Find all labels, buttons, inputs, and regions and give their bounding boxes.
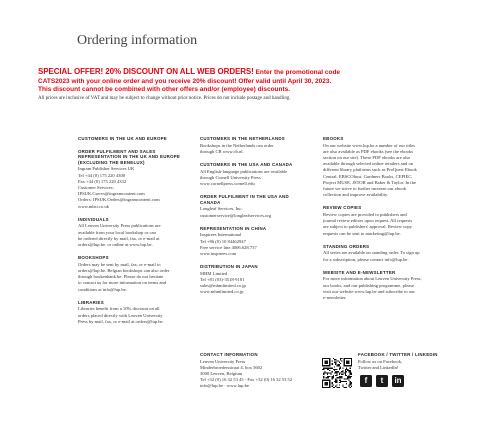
info-line: Leuven University Press <box>200 358 246 364</box>
section-heading: ORDER FULFILMENT IN THE USA AND CANADA <box>200 194 289 205</box>
info-line: Twitter and LinkedIn! <box>358 364 399 370</box>
info-line: conditions at info@lup.be. <box>78 286 127 292</box>
info-line: IPSUK.Cservs@ingramcontent.com <box>78 191 145 197</box>
info-line: info@lup.be · www.lup.be <box>200 383 249 389</box>
section-heading: CUSTOMERS IN THE UK AND EUROPE <box>78 136 167 141</box>
info-line: through Cornell University Press <box>200 174 261 180</box>
info-line: Press by mail, fax, or e-mail at orders@lup.be. <box>78 318 164 324</box>
info-line: requests can be sent to marketing@lup.be. <box>323 230 401 236</box>
info-line: Orders may be sent by mail, fax, or e-mail to <box>78 261 161 267</box>
section-heading: DISTRIBUTION IN JAPAN <box>200 264 258 270</box>
info-block <box>323 205 435 236</box>
info-line: to contact us for more information on terms and <box>78 280 167 286</box>
section-heading: REVIEW COPIES <box>323 205 362 211</box>
info-line: Free service line 4006.628.737 <box>200 244 257 250</box>
offer-line3: This discount cannot be combined with other offers and/or (employee) discounts. <box>38 86 291 94</box>
info-line: through bookenbank.be. Please do not hesitate <box>78 274 164 280</box>
page-title: Ordering information <box>77 33 198 48</box>
info-line: Fax +44 (0) 175 220 4332 <box>78 178 127 184</box>
info-block <box>78 300 186 325</box>
info-line: Inspirees International <box>200 232 242 238</box>
info-block <box>323 136 435 198</box>
twitter-icon[interactable]: t <box>376 375 388 387</box>
info-line: 3000 Leuven, Belgium <box>200 371 243 376</box>
section-heading: LIBRARIES <box>78 299 104 305</box>
info-line: www.cornellpress.cornell.edu <box>200 181 255 186</box>
info-line: section on our site). These PDF ebooks are also <box>323 155 411 160</box>
column-uk-europe <box>78 136 186 332</box>
info-line: e-newsletter. <box>323 295 347 301</box>
info-line: Ingram Publisher Services UK <box>78 166 135 172</box>
section-heading: CUSTOMERS IN THE NETHERLANDS <box>200 136 285 141</box>
info-line: Tel +86 (0) 10 84462947 <box>200 238 246 244</box>
info-block <box>200 264 308 295</box>
info-line: for a subscription, please contact info@lup.be. <box>323 256 409 262</box>
info-block <box>78 136 186 142</box>
info-line: our books, and our publishing programme, please <box>323 282 415 288</box>
info-line: journal review editors upon request. All requests <box>323 218 413 224</box>
info-line: www.inspirees.com <box>200 251 237 256</box>
info-line: Customer Services: <box>78 184 114 190</box>
section-heading: WEBSITE AND E-NEWSLETTER <box>323 269 396 275</box>
info-line: are subject to publishers' approval. Review copy <box>323 224 412 230</box>
info-line: Project MUSE, JSTOR and Baker & Taylor. In the <box>323 179 416 185</box>
section-heading: STANDING ORDERS <box>323 243 370 249</box>
section-heading: BOOKSHOPS <box>78 255 109 261</box>
info-line: visit our website www.lup.be and subscribe to our <box>323 288 415 294</box>
info-line: orders@lup.be. Belgian bookshops can also order <box>78 268 170 273</box>
info-line: sales@mhmlimited.co.jp <box>200 283 246 289</box>
info-line: Bookshops in the Netherlands can order <box>200 142 274 148</box>
info-line: For more information about Leuven University Press, <box>323 276 422 282</box>
info-line: different library platforms such as ProQuest Ebook <box>323 167 417 173</box>
social-heading: FACEBOOK / TWITTER / LINKEDIN <box>358 352 438 357</box>
info-block <box>200 136 308 155</box>
special-offer <box>38 68 448 95</box>
info-line: www.mbsi.co.uk <box>78 203 109 209</box>
info-block <box>78 255 186 293</box>
info-line: www.mhmlimited.co.jp <box>200 289 244 295</box>
info-block <box>78 217 186 248</box>
info-line: Review copies are provided to publishers and <box>323 212 407 218</box>
info-line: available from your local bookshop or can <box>78 229 156 235</box>
info-line: Minderbroedersstraat 4, box 5602 <box>200 364 263 370</box>
info-line: Central, EBSCOhost, Gardners Books, CEPIEC, <box>323 173 413 179</box>
section-heading: REPRESENTATION IN CHINA <box>200 225 267 231</box>
info-line: are also available as PDF ebooks (see the ebooks <box>323 148 414 154</box>
column-ebooks <box>323 136 435 308</box>
section-heading: CUSTOMERS IN THE USA AND CANADA <box>200 162 293 167</box>
info-line: customerservice@longleafservices.org <box>200 212 272 218</box>
contact-lines <box>200 359 308 390</box>
info-line: Longleaf Services, Inc. <box>200 206 243 212</box>
info-block <box>323 244 435 263</box>
info-line: collection and improve availability. <box>323 192 389 198</box>
qr-code-icon[interactable] <box>322 358 352 388</box>
section-heading: EBOOKS <box>323 136 344 141</box>
info-line: All English-language publications are available <box>200 168 288 174</box>
info-line: be ordered directly by mail, fax, or e-mail at <box>78 235 160 241</box>
info-line: All Leuven University Press publications are <box>78 223 161 229</box>
info-line: Tel +32 (0) 16 32 53 45 - Fax +32 (0) 16 32 53 52 <box>200 377 293 383</box>
social-lines <box>358 359 448 371</box>
info-block <box>78 149 186 210</box>
info-line: Libraries benefit from a 10% discount on all <box>78 306 160 312</box>
info-line: orders placed directly with Leuven University <box>78 312 163 318</box>
section-heading: ORDER FULFILMENT AND SALES REPRESENTATION IN THE UK AND EUROPE (EXCLUDING THE BENELUX) <box>78 148 181 165</box>
offer-line2: CATS2023 with your online order and you receive 20% discount! Offer valid until April 30, 2023. <box>38 77 332 85</box>
info-line: orders@lup.be, or online at www.lup.be. <box>78 242 153 247</box>
contact-heading: CONTACT INFORMATION <box>200 352 258 357</box>
social-icons <box>360 375 404 387</box>
info-line: Orders: IPSUK.Orders@ingramcontent.com <box>78 197 160 203</box>
offer-headline: SPECIAL OFFER! 20% DISCOUNT ON ALL WEB ORDERS! <box>38 67 254 76</box>
linkedin-icon[interactable]: in <box>392 375 404 387</box>
info-block <box>323 270 435 301</box>
facebook-icon[interactable]: f <box>360 375 372 387</box>
info-line: All series are available on standing order. To sign up <box>323 250 420 256</box>
section-heading: INDIVIDUALS <box>78 216 109 222</box>
contact-information <box>200 352 308 390</box>
price-disclaimer: All prices are inclusive of VAT and may be subject to change without prior notice. Prices do not include postage and handling. <box>38 96 291 101</box>
info-block <box>200 162 308 187</box>
offer-line1: Enter the promotional code <box>253 69 341 76</box>
info-line: Follow us on Facebook, <box>358 358 403 364</box>
info-line: available through selected online retailers and on <box>323 161 414 167</box>
info-line: Tel +81 (03)-3518-9181 <box>200 277 245 282</box>
social-media <box>358 352 448 371</box>
info-line: through CB www.cb.nl. <box>200 148 244 154</box>
info-line: Tel +44 (0) 175 220 4300 <box>78 172 126 178</box>
column-international <box>200 136 308 303</box>
info-line: MHM Limited <box>200 270 228 276</box>
info-block <box>200 194 308 219</box>
info-line: future we strive to further increase our ebook <box>323 186 407 192</box>
info-block <box>200 226 308 257</box>
info-line: On our website www.lup.be a number of our titles <box>323 142 416 148</box>
